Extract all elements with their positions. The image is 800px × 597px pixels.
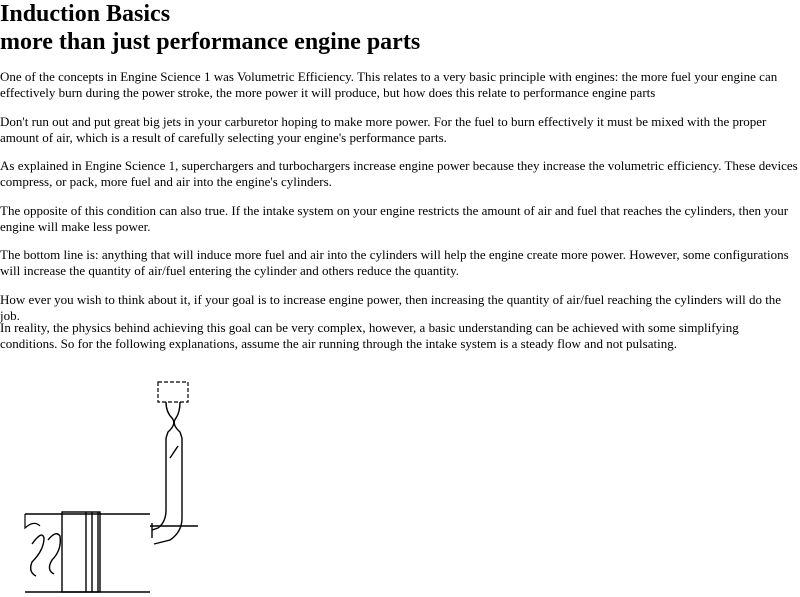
venturi-throat-right: [174, 402, 182, 438]
title-line-2: more than just performance engine parts: [0, 29, 421, 55]
paragraph-goal: How ever you wish to think about it, if your goal is to increase engine power, then increasing the quantity of air/fuel reaching the cylinders will do the job.: [0, 292, 782, 323]
intake-system-diagram: [20, 380, 210, 595]
venturi-throat: [166, 402, 174, 438]
paragraph-jets: Don't run out and put great big jets in your carburetor hoping to make more power. For the fuel to burn effectively it must be mixed with the proper amount of air, which is a result of carefully selecting your engine's performance parts.: [0, 114, 767, 145]
runner-left-wall: [152, 438, 166, 530]
carburetor-box: [158, 382, 188, 402]
throttle-plate: [170, 446, 178, 458]
cylinder-wall-top: [25, 514, 40, 528]
piston: [62, 512, 100, 592]
connecting-rod-1: [31, 535, 44, 576]
page-title: [0, 0, 800, 56]
paragraph-superchargers: As explained in Engine Science 1, superchargers and turbochargers increase engine power because they increase the volumetric efficiency. These devices compress, or pack, more fuel and air into the engine's cylinders.: [0, 158, 798, 189]
paragraph-bottom-line: The bottom line is: anything that will induce more fuel and air into the cylinders will help the engine create more power. However, some configurations will increase the quantity of air/fuel entering the cylinder and others reduce the quantity.: [0, 247, 789, 278]
connecting-rod-2: [48, 534, 60, 574]
paragraph-restriction: The opposite of this condition can also true. If the intake system on your engine restricts the amount of air and fuel that reaches the cylinders, then your engine will make less power.: [0, 203, 789, 234]
paragraph-volumetric-efficiency: One of the concepts in Engine Science 1 was Volumetric Efficiency. This relates to a very basic principle with engines: the more fuel your engine can effectively burn during the power stroke, the more power it will produce, but how does this relate to performance engine parts: [0, 69, 778, 100]
title-line-1: Induction Basics: [0, 1, 171, 27]
paragraph-physics: In reality, the physics behind achieving this goal can be very complex, however, a basic understanding can be achieved with some simplifying conditions. So for the following explanations, assume the air running through the intake system is a steady flow and not pulsating.: [0, 320, 739, 351]
